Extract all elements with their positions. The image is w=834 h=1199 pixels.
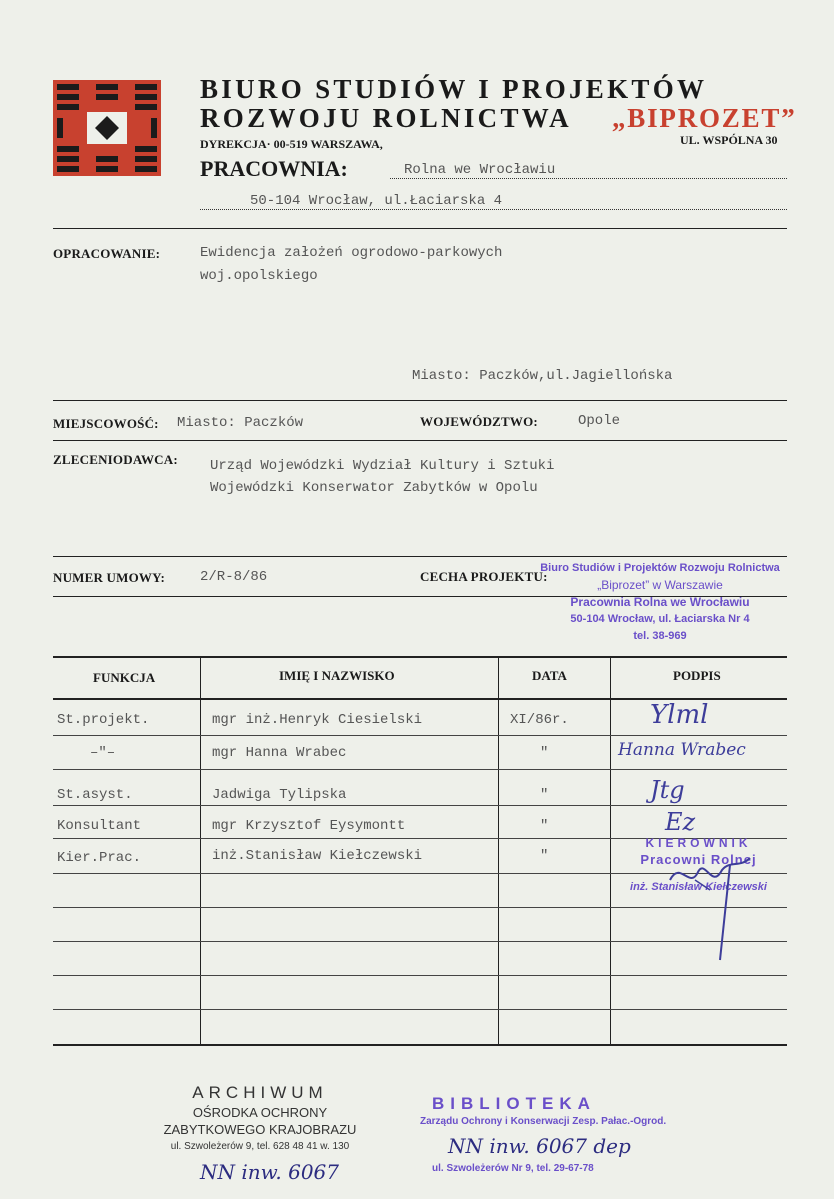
row-line (53, 1009, 787, 1010)
stamp-line5: tel. 38-969 (633, 630, 687, 642)
row-line (53, 975, 787, 976)
umowa-value: 2/R-8/86 (200, 569, 268, 585)
header-line2: ROZWOJU ROLNICTWA (200, 103, 572, 133)
wojewodztwo-label: WOJEWÓDZTWO: (420, 414, 538, 429)
table-cell-name: mgr inż.Henryk Ciesielski (212, 712, 423, 728)
kierownik-line1: KIEROWNIK (645, 836, 752, 850)
table-cell-funkcja: Konsultant (57, 818, 142, 834)
archive-handwritten: NN inw. 6067 (200, 1160, 339, 1184)
table-cell-funkcja: St.asyst. (57, 787, 133, 803)
archive-stamp (140, 1083, 380, 1152)
library-line3: ul. Szwoleżerów Nr 9, tel. 29-67-78 (432, 1163, 594, 1174)
kierownik-line2: Pracowni Rolnej (640, 852, 757, 867)
divider (53, 556, 787, 557)
table-col-divider (200, 656, 201, 1044)
workshop-dotline (390, 178, 787, 179)
table-cell-data: XI/86r. (510, 712, 569, 728)
archive-line3: ZABYTKOWEGO KRAJOBRAZU (163, 1122, 357, 1137)
th-funkcja: FUNKCJA (93, 670, 156, 685)
table-cell-name: inż.Stanisław Kiełczewski (212, 848, 423, 864)
divider (53, 228, 787, 229)
stamp-line3: Pracownia Rolna we Wrocławiu (570, 595, 750, 609)
table-cell-name: mgr Hanna Wrabec (212, 745, 347, 761)
divider (53, 400, 787, 401)
address-dotline (200, 209, 787, 210)
table-cell-data: " (540, 848, 549, 864)
kierownik-signature-graphic (650, 850, 760, 965)
zleceniodawca-line2: Wojewódzki Konserwator Zabytków w Opolu (210, 480, 538, 496)
header-directorate: DYREKCJA· 00-519 WARSZAWA, (200, 137, 383, 151)
wojewodztwo-value: Opole (578, 413, 621, 429)
archive-line2: OŚRODKA OCHRONY (192, 1105, 328, 1120)
logo-graphic (53, 80, 161, 176)
opracowanie-label: OPRACOWANIE: (53, 246, 161, 261)
row-line (53, 769, 787, 770)
miejscowosc-label: MIEJSCOWOŚĆ: (53, 416, 159, 431)
table-cell-name: Jadwiga Tylipska (212, 787, 347, 803)
workshop-stamp (540, 560, 780, 645)
table-cell-data: " (540, 818, 549, 834)
opracowanie-line1: Ewidencja założeń ogrodowo-parkowych (200, 245, 503, 261)
th-podpis: PODPIS (673, 668, 721, 683)
table-cell-podpis: Ez (665, 808, 696, 836)
row-line (53, 805, 787, 806)
library-handwritten: NN inw. 6067 dep (448, 1134, 631, 1158)
workshop-label: PRACOWNIA: (200, 156, 348, 181)
umowa-label: NUMER UMOWY: (53, 570, 166, 585)
miejscowosc-value: Miasto: Paczków (177, 415, 304, 431)
header-street: UL. WSPÓLNA 30 (680, 133, 778, 147)
table-cell-funkcja: –"– (90, 745, 116, 761)
library-stamp (420, 1094, 680, 1127)
table-bottom-border (53, 1044, 787, 1046)
table-cell-data: " (540, 787, 549, 803)
table-cell-name: mgr Krzysztof Eysymontt (212, 818, 406, 834)
workshop-value: Rolna we Wrocławiu (404, 162, 556, 178)
zleceniodawca-line1: Urząd Wojewódzki Wydział Kultury i Sztuki (210, 458, 555, 474)
row-line (53, 735, 787, 736)
biprozet-logo (53, 80, 161, 176)
table-top-border (53, 656, 787, 658)
kierownik-line3: inż. Stanisław Kiełczewski (630, 881, 767, 893)
table-cell-podpis: Hanna Wrabec (618, 740, 746, 760)
table-col-divider (498, 656, 499, 1044)
cecha-label: CECHA PROJEKTU: (420, 569, 548, 584)
library-line1: BIBLIOTEKA (432, 1094, 596, 1113)
th-data: DATA (532, 668, 567, 683)
table-cell-podpis: Ylml (650, 700, 709, 730)
table-cell-podpis: Jtg (650, 776, 685, 804)
table-cell-funkcja: Kier.Prac. (57, 850, 142, 866)
stamp-line2: „Biprozet” w Warszawie (597, 578, 723, 592)
archive-line1: ARCHIWUM (192, 1083, 328, 1102)
table-cell-data: " (540, 745, 549, 761)
workshop-address: 50-104 Wrocław, ul.Łaciarska 4 (250, 193, 503, 209)
opracowanie-line2: woj.opolskiego (200, 268, 318, 284)
library-line2: Zarządu Ochrony i Konserwacji Zesp. Pałac.-Ogrod. (420, 1116, 667, 1127)
th-name: IMIĘ I NAZWISKO (279, 668, 395, 683)
stamp-line4: 50-104 Wrocław, ul. Łaciarska Nr 4 (570, 613, 750, 625)
header-brand: „BIPROZET” (612, 103, 797, 133)
location-line: Miasto: Paczków,ul.Jagiellońska (412, 368, 673, 384)
header-line1: BIURO STUDIÓW I PROJEKTÓW (200, 74, 708, 104)
archive-line4: ul. Szwoleżerów 9, tel. 628 48 41 w. 130 (170, 1141, 350, 1152)
divider (53, 440, 787, 441)
zleceniodawca-label: ZLECENIODAWCA: (53, 452, 178, 467)
table-cell-funkcja: St.projekt. (57, 712, 150, 728)
stamp-line1: Biuro Studiów i Projektów Rozwoju Rolnictwa (540, 562, 780, 574)
